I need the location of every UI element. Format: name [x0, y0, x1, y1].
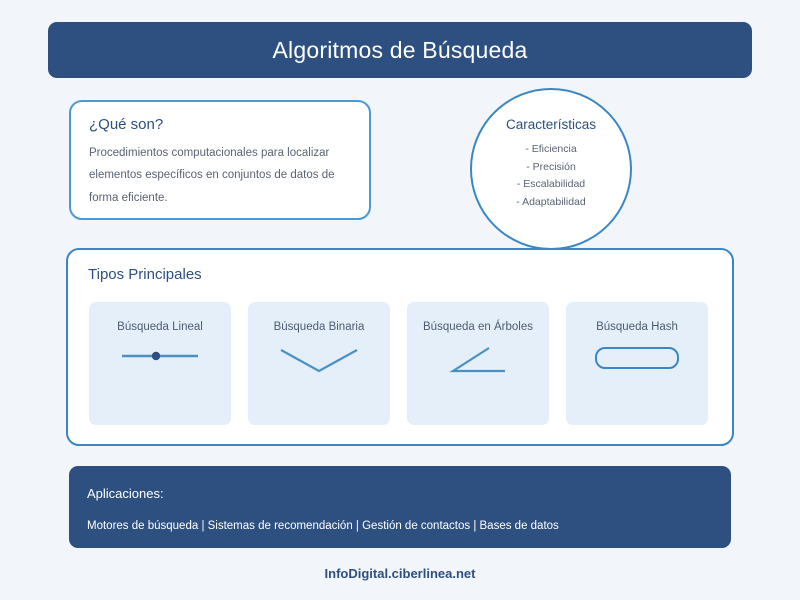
- chevron-down-icon: [277, 345, 361, 375]
- applications-bar: [69, 466, 731, 548]
- rounded-rectangle-icon: [594, 345, 680, 371]
- type-card-binary[interactable]: [248, 302, 390, 425]
- type-card-label: Búsqueda Lineal: [117, 321, 203, 333]
- definition-body: Procedimientos computacionales para localizar elementos específicos en conjuntos de datos de forma eficiente.: [89, 147, 335, 204]
- characteristic-item: - Precisión: [526, 160, 576, 173]
- definition-card: [69, 100, 371, 220]
- type-card-label: Búsqueda Hash: [596, 321, 678, 333]
- type-card-label: Búsqueda Binaria: [273, 321, 365, 333]
- tree-branch-icon: [447, 345, 509, 375]
- type-card-trees[interactable]: [407, 302, 549, 425]
- line-with-dot-icon: [120, 345, 200, 367]
- characteristic-item: - Adaptabilidad: [516, 195, 586, 208]
- type-card-linear[interactable]: [89, 302, 231, 425]
- characteristics-circle: [470, 88, 632, 250]
- types-heading: Tipos Principales: [88, 266, 202, 283]
- types-panel: [66, 248, 734, 446]
- type-card-label: Búsqueda en Árboles: [423, 321, 533, 333]
- page-title: Algoritmos de Búsqueda: [272, 36, 528, 63]
- definition-title: ¿Qué son?: [89, 116, 164, 133]
- applications-title: Aplicaciones:: [87, 486, 164, 501]
- branding-text: InfoDigital.ciberlinea.net: [324, 566, 476, 581]
- characteristic-item: - Eficiencia: [525, 143, 577, 155]
- applications-list: Motores de búsqueda | Sistemas de recomendación | Gestión de contactos | Bases de datos: [87, 520, 559, 532]
- type-card-hash[interactable]: [566, 302, 708, 425]
- types-card-row: [89, 302, 708, 425]
- header-bar: [48, 22, 752, 78]
- characteristics-title: Características: [505, 117, 597, 132]
- characteristic-item: - Escalabilidad: [516, 178, 586, 191]
- characteristics-list: [516, 141, 585, 212]
